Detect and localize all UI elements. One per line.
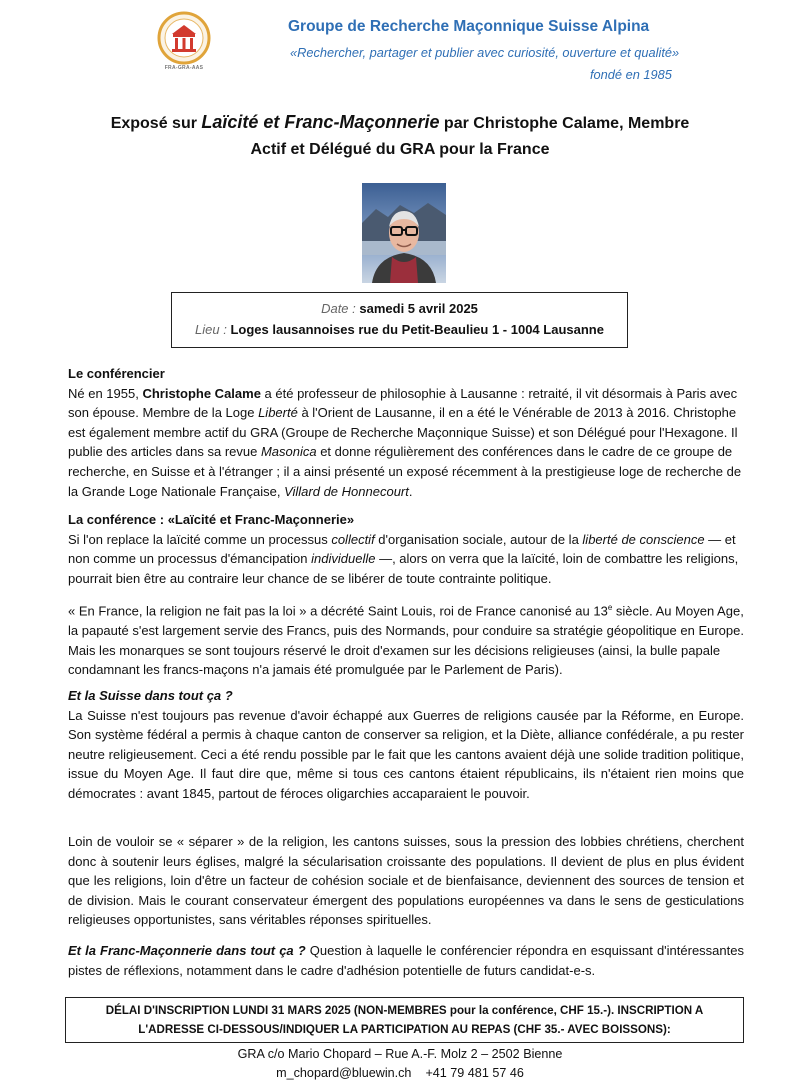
date-value: samedi 5 avril 2025	[359, 301, 478, 316]
portrait-image	[362, 183, 446, 283]
event-info-box	[171, 292, 628, 348]
research-lodge-name: Villard de Honnecourt	[284, 483, 409, 499]
speaker-photo	[362, 183, 446, 283]
speaker-name: Christophe Calame	[142, 385, 261, 401]
org-founded: fondé en 1985	[590, 67, 672, 82]
event-date	[172, 298, 627, 319]
suisse-heading: Et la Suisse dans tout ça ?	[68, 688, 233, 703]
fm-text: Question à laquelle le conférencier répondra en esquissant d'intéressantes pistes de réflexions, notamment dans le cadre d'adhésion potentielle de futurs candidat-e-s.	[68, 943, 744, 978]
suisse-section	[68, 686, 744, 804]
event-place	[172, 319, 627, 340]
title-suffix: par Christophe Calame, Membre	[439, 115, 690, 132]
contact-address: GRA c/o Mario Chopard – Rue A.-F. Molz 2 – 2502 Bienne	[237, 1047, 563, 1061]
title-prefix: Exposé sur	[110, 115, 202, 132]
logo-caption: FRA-GRA-AAS	[164, 65, 204, 71]
conference-section	[68, 510, 744, 588]
title-line-2: Actif et Délégué du GRA pour la France	[250, 141, 550, 158]
page-title	[40, 109, 760, 163]
fm-heading: Et la Franc-Maçonnerie dans tout ça ?	[68, 943, 306, 958]
review-name: Masonica	[260, 444, 317, 460]
conference-heading: La conférence : «Laïcité et Franc-Maçonnerie»	[68, 512, 355, 527]
title-line-1	[40, 109, 760, 137]
conference-paragraph-2: « En France, la religion ne fait pas la loi » a décrété Saint Louis, roi de France canonisé au 13e siècle. Au Moyen Age, la papauté s'est largement servie des Francs, puis des Normands, pour conduire sa stratégie géopolitique en Europe. Mais les monarques se sont toujours réservé le droit d'examen sur les décisions religieuses (ainsi, la bulle papale condamnant les francs-maçons n'a jamais été promulguée par le Parlement de Paris).	[68, 603, 744, 678]
place-label: Lieu :	[195, 322, 231, 337]
speaker-section	[68, 364, 744, 501]
suisse-paragraph-1: La Suisse n'est toujours pas revenue d'avoir échappé aux Guerres de religions causée par la Réforme, en Europe. Son système fédéral a permis à chaque canton de conserver sa religion, et la Diète, alliance confédérale, a pu rester neutre religieusement. Ceci a été rendu possible par le fait que les cantons avaient déjà une solide tradition politique, issue du Moyen Age. Il faut dire que, même si tous ces cantons étaient républicains, ils n'étaient rien moins que démocrates : avant 1845, partout de féroces oligarchies accaparaient le pouvoir.	[68, 707, 744, 801]
contact-line	[0, 1066, 800, 1080]
fm-section	[68, 941, 744, 980]
gra-logo	[152, 10, 216, 74]
registration-line-2: L'ADRESSE CI-DESSOUS/INDIQUER LA PARTICIPATION AU REPAS (CHF 35.- AVEC BOISSONS):	[138, 1023, 671, 1036]
speaker-heading: Le conférencier	[68, 366, 165, 381]
place-value: Loges lausannoises rue du Petit-Beaulieu 1 - 1004 Lausanne	[230, 322, 604, 337]
registration-box	[65, 997, 744, 1043]
lodge-name: Liberté	[258, 405, 298, 421]
conference-paragraph-1: Si l'on replace la laïcité comme un processus collectif d'organisation sociale, autour de la liberté de conscience — et non comme un processus d'émancipation individuelle —, alors on verra que la laïcité, loin de combattre les religions, pourrait bien être au contraire leur chance de se libérer de toute contrainte politique.	[68, 531, 739, 586]
registration-line-1: DÉLAI D'INSCRIPTION LUNDI 31 MARS 2025 (NON-MEMBRES pour la conférence, CHF 15.-). INSCRIPTION A	[105, 1004, 704, 1017]
contact-phone[interactable]: +41 79 481 57 46	[425, 1066, 524, 1080]
org-name: Groupe de Recherche Maçonnique Suisse Alpina	[288, 18, 650, 35]
title-topic: Laïcité et Franc-Maçonnerie	[201, 112, 440, 132]
date-label: Date :	[321, 301, 360, 316]
suisse-paragraph-2: Loin de vouloir se « séparer » de la religion, les cantons suisses, sous la pression des lobbies chrétiens, cherchent donc à soutenir leurs églises, malgré la sécularisation croissante des populations. Il devient de plus en plus évident que les religions, loin d'être un facteur de cohésion sociale et de bienfaisance, deviennent des sources de tension et de division. Mais le courant conservateur émergent des populations européennes va dans le sens de gesticulations religieuses opportunistes, sans véritables réponses spirituelles.	[68, 834, 744, 928]
contact-email[interactable]: m_chopard@bluewin.ch	[276, 1066, 412, 1080]
speaker-bio: Né en 1955, Christophe Calame a été professeur de philosophie à Lausanne : retraité, il vit désormais à Paris avec son épouse. Membre de la Loge Liberté à l'Orient de Lausanne, il en a été le Vénérable de 2013 à 2016. Christophe est également membre actif du GRA (Groupe de Recherche Maçonnique Suisse) et son Délégué pour l'Hexagone. Il publie des articles dans sa revue Masonica et donne régulièrement des conférences dans le cadre de ce groupe de recherche, en Suisse et à l'étranger ; il a ainsi présenté un exposé récemment à la prestigieuse loge de recherche de la Grande Loge Nationale Française, Villard de Honnecourt.	[68, 385, 742, 499]
org-motto: «Rechercher, partager et publier avec curiosité, ouverture et qualité»	[290, 45, 680, 60]
